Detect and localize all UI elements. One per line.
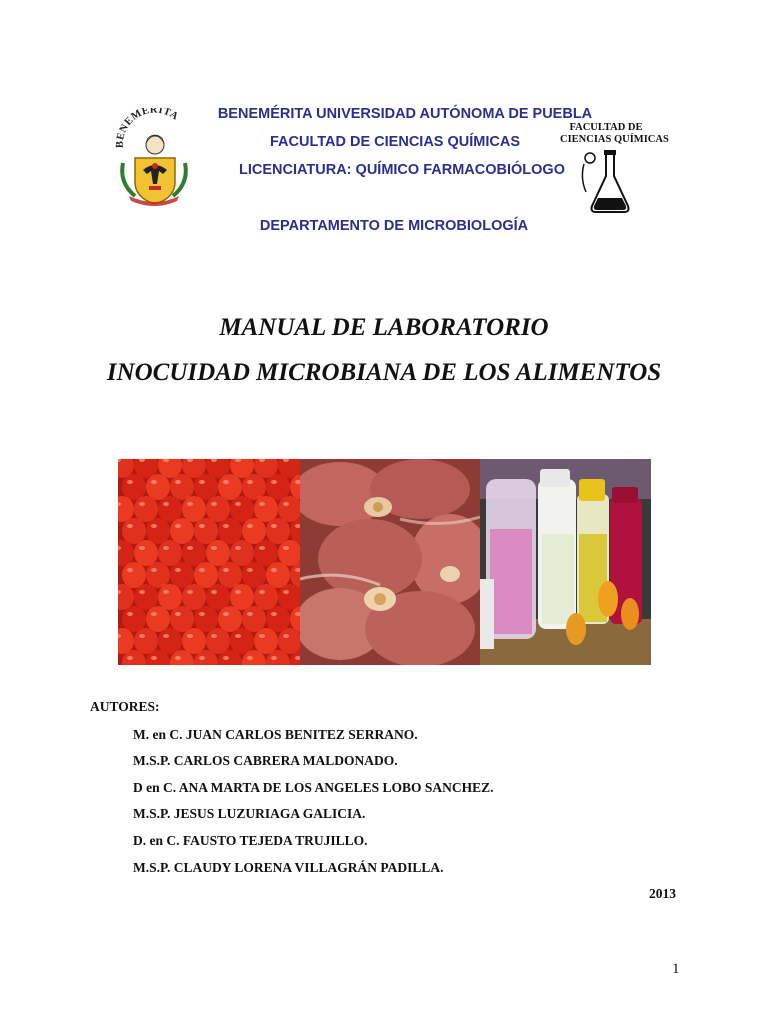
manual-title: MANUAL DE LABORATORIO — [219, 314, 549, 341]
authors-label: AUTORES: — [90, 699, 160, 714]
author-5: D. en C. FAUSTO TEJEDA TRUJILLO. — [133, 833, 368, 848]
faculty-logo — [560, 118, 669, 218]
department-name: DEPARTAMENTO DE MICROBIOLOGÍA — [259, 218, 529, 234]
university-crest-icon — [113, 108, 193, 212]
author-4: M.S.P. JESUS LUZURIAGA GALICIA. — [133, 806, 366, 821]
faculty-logo-line1: FACULTAD DE — [569, 122, 643, 133]
university-name: BENEMÉRITA UNIVERSIDAD AUTÓNOMA DE PUEBLA — [217, 106, 593, 122]
author-2: M.S.P. CARLOS CABRERA MALDONADO. — [133, 753, 398, 768]
publication-year: 2013 — [649, 886, 676, 901]
faculty-logo-line2: CIENCIAS QUÍMICAS — [560, 134, 669, 145]
manual-subtitle: INOCUIDAD MICROBIANA DE LOS ALIMENTOS — [106, 359, 662, 386]
bottled-drinks-photo — [480, 459, 651, 665]
author-1: M. en C. JUAN CARLOS BENITEZ SERRANO. — [133, 727, 418, 742]
tomatoes-photo — [118, 459, 300, 665]
flask-icon — [576, 148, 636, 216]
crest-arc-text: BENEMÉRITA — [114, 108, 181, 149]
degree-name: LICENCIATURA: QUÍMICO FARMACOBIÓLOGO — [239, 162, 565, 178]
faculty-name: FACULTAD DE CIENCIAS QUÍMICAS — [270, 134, 520, 150]
page-number: 1 — [672, 961, 680, 977]
raw-meat-photo — [300, 459, 480, 665]
author-6: M.S.P. CLAUDY LORENA VILLAGRÁN PADILLA. — [133, 860, 444, 875]
author-3: D en C. ANA MARTA DE LOS ANGELES LOBO SANCHEZ. — [133, 780, 494, 795]
